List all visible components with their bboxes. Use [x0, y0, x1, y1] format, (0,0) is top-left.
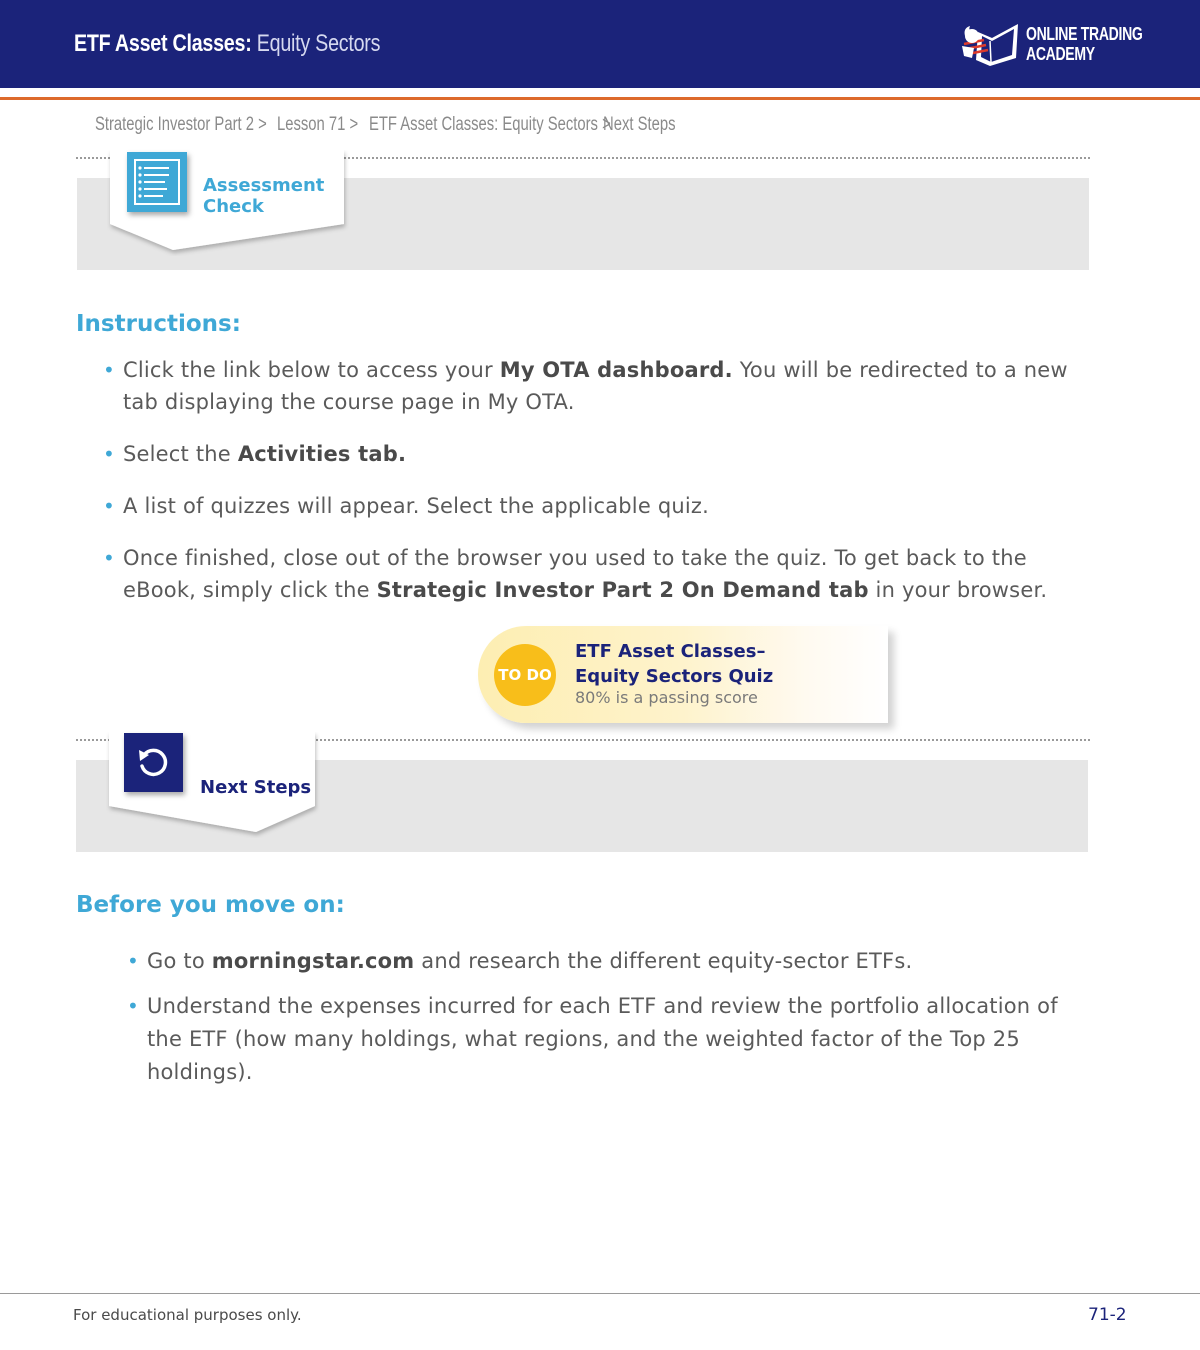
list-item: [147, 945, 1067, 978]
quiz-title: [575, 639, 773, 689]
quiz-title-line-1: ETF Asset Classes–: [575, 641, 766, 662]
footer-rule: [0, 1293, 1200, 1294]
before-list: [147, 945, 1067, 1089]
breadcrumb-item-next-steps[interactable]: Next Steps: [603, 114, 676, 135]
item-text: You will be redirected to a new tab displaying the course page in My OTA.: [123, 358, 1068, 414]
item-bold-text: My OTA dashboard.: [499, 358, 733, 382]
list-item: [123, 354, 1083, 418]
instructions-heading: Instructions:: [76, 311, 241, 337]
breadcrumb: [95, 114, 693, 136]
assessment-check-label: [203, 175, 324, 217]
page-title: [74, 30, 380, 58]
item-link-text[interactable]: morningstar.com: [211, 949, 415, 973]
assessment-label-line-2: Check: [203, 196, 264, 217]
item-text: Go to: [147, 949, 212, 973]
breadcrumb-item-strategic-investor[interactable]: Strategic Investor Part 2 >: [95, 114, 267, 135]
item-text: A list of quizzes will appear. Select the applicable quiz.: [123, 494, 710, 518]
item-bold-text: Strategic Investor Part 2 On Demand tab: [376, 578, 869, 602]
instructions-list: [123, 354, 1083, 606]
list-item: [147, 990, 1067, 1089]
title-light: Equity Sectors: [256, 30, 381, 57]
logo-wordmark: [1026, 24, 1143, 64]
next-steps-label: Next Steps: [200, 777, 312, 798]
ota-logo-icon: [960, 22, 1022, 68]
quiz-todo-card[interactable]: [478, 626, 888, 723]
item-text: and research the different equity-sector ETFs.: [414, 949, 913, 973]
item-text: Click the link below to access your: [123, 358, 500, 382]
ota-logo: [960, 22, 1143, 68]
title-bold: ETF Asset Classes:: [74, 30, 252, 57]
before-heading: Before you move on:: [76, 892, 345, 918]
header-rule: [0, 97, 1200, 100]
checklist-icon: [127, 152, 187, 212]
quiz-passing-score: 80% is a passing score: [575, 688, 758, 707]
page-number: 71-2: [1088, 1305, 1127, 1325]
footer-note: For educational purposes only.: [73, 1306, 302, 1324]
page-header: [0, 0, 1200, 88]
list-item: [123, 490, 1083, 522]
breadcrumb-item-etf-asset-classes[interactable]: ETF Asset Classes: Equity Sectors >: [369, 114, 611, 135]
assessment-label-line-1: Assessment: [203, 175, 325, 196]
header-gap: [0, 88, 1200, 95]
refresh-icon: [124, 733, 183, 792]
item-text: in your browser.: [868, 578, 1048, 602]
breadcrumb-item-lesson[interactable]: Lesson 71 >: [277, 114, 359, 135]
todo-badge: TO DO: [494, 644, 556, 706]
list-item: [123, 542, 1083, 606]
list-item: [123, 438, 1083, 470]
logo-line-1: ONLINE TRADING: [1026, 24, 1143, 44]
item-text: Understand the expenses incurred for each ETF and review the portfolio allocation of the ETF (how many holdings, what regions, and the weighted factor of the Top 25 holdings).: [147, 994, 1058, 1084]
item-text: Once finished, close out of the browser you used to take the quiz. To get back to the eBook, simply click the: [123, 546, 1027, 602]
quiz-title-line-2: Equity Sectors Quiz: [575, 666, 774, 687]
item-bold-text: Activities tab.: [237, 442, 407, 466]
logo-line-2: ACADEMY: [1026, 44, 1095, 64]
item-text: Select the: [123, 442, 238, 466]
